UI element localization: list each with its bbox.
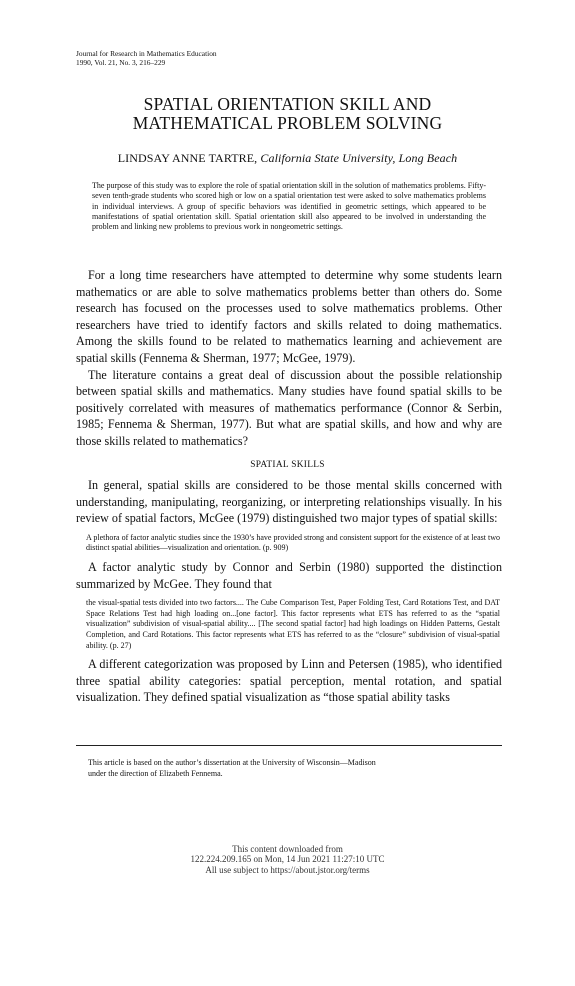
section-paragraph-2: A factor analytic study by Connor and Serbin (1980) supported the distinction summarized by McGee. They found that [76,559,502,591]
title-line-1: SPATIAL ORIENTATION SKILL AND [143,94,432,114]
jstor-notice [0,844,575,875]
intro-paragraph-1: For a long time researchers have attempted to determine why some students learn mathematics or are able to solve mathematics problems better than others do. Some research has focused on the processes used to solve mathematics problems. Other researchers have tried to identify factors and skills related to doing mathematics. Among the skills found to be related to mathematics learning and achievement are spatial skills (Fennema & Sherman, 1977; McGee, 1979). [76,268,502,365]
footnote-line-1: This article is based on the author’s dissertation at the University of Wisconsin—Madison [88,758,376,767]
author-name: LINDSAY ANNE TARTRE, [117,151,258,165]
introduction [76,267,502,450]
jstor-line-3: All use subject to https://about.jstor.org/terms [205,864,370,875]
journal-volume: 1990, Vol. 21, No. 3, 216–229 [76,58,166,67]
section-paragraph-1: In general, spatial skills are considered to be those mental skills concerned with understanding, manipulating, reorganizing, or interpreting relationships visually. In his review of spatial factors, McGee (1979) distinguished two major types of spatial skills: [76,478,502,526]
journal-header [76,49,217,67]
jstor-line-2: 122.224.209.165 on Mon, 14 Jun 2021 11:27:10 UTC [190,854,385,865]
footnote-line-2: under the direction of Elizabeth Fennema. [88,768,223,778]
journal-name: Journal for Research in Mathematics Education [76,49,217,58]
jstor-line-1: This content downloaded from [232,844,343,854]
author-affiliation: California State University, Long Beach [260,151,458,165]
author-line [0,151,575,166]
abstract: The purpose of this study was to explore the role of spatial orientation skill in the solution of mathematics problems. Fifty-seven tenth-grade students who scored high or low on a spatial orientation test were asked to solve mathematics problems in individual interviews. A group of specific behaviors was identified in geometric settings, which appeared to be manifestations of spatial orientation skill. Spatial orientation skill also appeared to be involved in understanding the problem and linking new problems to previous work in nongeometric settings. [92,181,486,232]
section-paragraph-3: A different categorization was proposed by Linn and Petersen (1985), who identified three spatial ability categories: spatial perception, mental rotation, and spatial visualization. They defined spatial visualization as “those spatial ability tasks [76,657,502,705]
article-title [0,95,575,133]
block-quote-1: A plethora of factor analytic studies since the 1930’s have provided strong and consistent support for the existence of at least two distinct spatial abilities—visualization and orientation. (p. 909) [86,532,500,553]
spatial-skills-section [76,477,502,706]
footnote [88,758,488,779]
section-heading: SPATIAL SKILLS [250,460,325,470]
title-line-2: MATHEMATICAL PROBLEM SOLVING [132,113,443,133]
footnote-divider [76,745,502,746]
block-quote-2: the visual-spatial tests divided into two factors.... The Cube Comparison Test, Paper Folding Test, Card Rotations Test, and DAT Space Relations Test had high loading on...[one factor]. This factor represents what ETS has referred to as the “spatial visualization” subdivision of visual-spatial ability.... [The second spatial factor] had high loadings on Hidden Patterns, Gestalt Completion, and Card Rotations. This factor represents what ETS has referred to as the “closure” subdivision of visual-spatial ability. (p. 27) [86,598,500,650]
intro-paragraph-2: The literature contains a great deal of discussion about the possible relationship between spatial skills and mathematics. Many studies have found spatial skills to be positively correlated with measures of mathematics performance (Connor & Serbin, 1985; Fennema & Sherman, 1977). But what are spatial skills, and how and why are those skills related to mathematics? [76,367,502,448]
